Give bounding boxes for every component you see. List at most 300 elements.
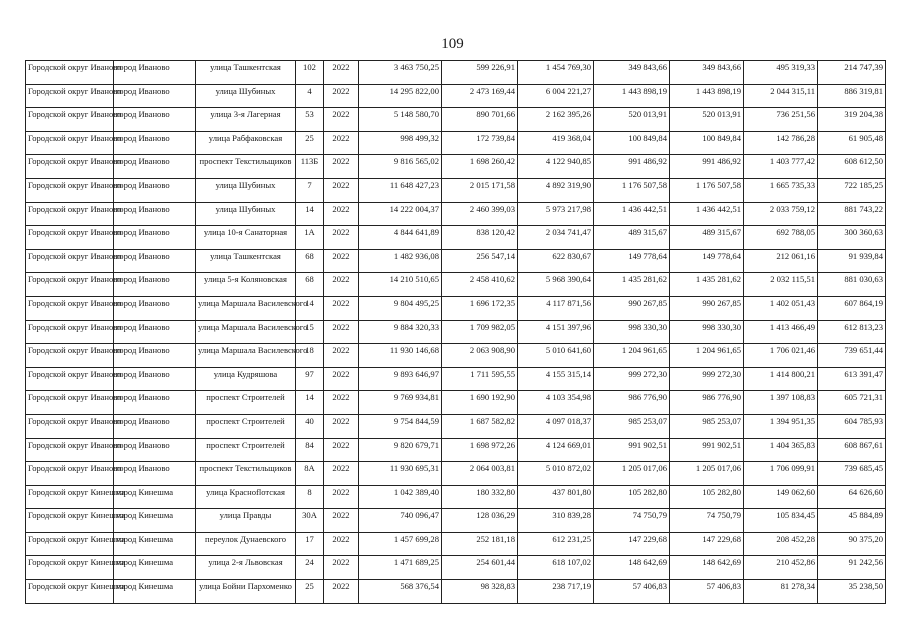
house-number-cell: 17 (296, 532, 324, 556)
amount-cell: 5 968 390,64 (518, 273, 594, 297)
total-cost-cell: 3 463 750,25 (359, 61, 442, 85)
municipality-cell: Городской округ Иваново (26, 320, 114, 344)
amount-cell: 6 004 221,27 (518, 84, 594, 108)
table-row (26, 108, 886, 132)
settlement-cell: город Иваново (114, 344, 196, 368)
year-cell: 2022 (324, 155, 359, 179)
table-row (26, 202, 886, 226)
amount-cell: 1 698 260,42 (442, 155, 518, 179)
amount-cell: 148 642,69 (670, 556, 744, 580)
settlement-cell: город Кинешма (114, 532, 196, 556)
municipality-cell: Городской округ Иваново (26, 391, 114, 415)
amount-cell: 495 319,33 (744, 61, 818, 85)
total-cost-cell: 1 471 689,25 (359, 556, 442, 580)
municipality-cell: Городской округ Кинешма (26, 532, 114, 556)
amount-cell: 599 226,91 (442, 61, 518, 85)
amount-cell: 890 701,66 (442, 108, 518, 132)
municipality-cell: Городской округ Иваново (26, 155, 114, 179)
settlement-cell: город Кинешма (114, 580, 196, 604)
street-cell: проспект Строителей (196, 391, 296, 415)
municipality-cell: Городской округ Иваново (26, 438, 114, 462)
year-cell: 2022 (324, 367, 359, 391)
amount-cell: 1 443 898,19 (670, 84, 744, 108)
street-cell: проспект Строителей (196, 438, 296, 462)
settlement-cell: город Иваново (114, 367, 196, 391)
municipality-cell: Городской округ Иваново (26, 131, 114, 155)
table-row (26, 391, 886, 415)
amount-cell: 612 813,23 (818, 320, 886, 344)
amount-cell: 419 368,04 (518, 131, 594, 155)
street-cell: проспект Текстильщиков (196, 462, 296, 486)
table-row (26, 367, 886, 391)
amount-cell: 1 394 951,35 (744, 414, 818, 438)
municipality-cell: Городской округ Иваново (26, 367, 114, 391)
total-cost-cell: 11 930 146,68 (359, 344, 442, 368)
amount-cell: 990 267,85 (594, 296, 670, 320)
amount-cell: 1 435 281,62 (594, 273, 670, 297)
amount-cell: 180 332,80 (442, 485, 518, 509)
total-cost-cell: 1 457 699,28 (359, 532, 442, 556)
amount-cell: 2 460 399,03 (442, 202, 518, 226)
house-number-cell: 24 (296, 556, 324, 580)
amount-cell: 608 867,61 (818, 438, 886, 462)
total-cost-cell: 9 893 646,97 (359, 367, 442, 391)
amount-cell: 692 788,05 (744, 226, 818, 250)
table-row (26, 296, 886, 320)
amount-cell: 256 547,14 (442, 249, 518, 273)
municipality-cell: Городской округ Иваново (26, 108, 114, 132)
year-cell: 2022 (324, 580, 359, 604)
table-row (26, 485, 886, 509)
amount-cell: 604 785,93 (818, 414, 886, 438)
amount-cell: 1 436 442,51 (594, 202, 670, 226)
total-cost-cell: 14 210 510,65 (359, 273, 442, 297)
amount-cell: 489 315,67 (670, 226, 744, 250)
table-row (26, 438, 886, 462)
table-row (26, 344, 886, 368)
total-cost-cell: 740 096,47 (359, 509, 442, 533)
year-cell: 2022 (324, 273, 359, 297)
year-cell: 2022 (324, 391, 359, 415)
house-number-cell: 14 (296, 202, 324, 226)
table-row (26, 84, 886, 108)
street-cell: улица 5-я Коляновская (196, 273, 296, 297)
amount-cell: 1 403 777,42 (744, 155, 818, 179)
year-cell: 2022 (324, 108, 359, 132)
settlement-cell: город Иваново (114, 178, 196, 202)
amount-cell: 148 642,69 (594, 556, 670, 580)
settlement-cell: город Иваново (114, 462, 196, 486)
year-cell: 2022 (324, 462, 359, 486)
amount-cell: 2 458 410,62 (442, 273, 518, 297)
amount-cell: 98 328,83 (442, 580, 518, 604)
amount-cell: 1 698 972,26 (442, 438, 518, 462)
amount-cell: 1 397 108,83 (744, 391, 818, 415)
amount-cell: 739 685,45 (818, 462, 886, 486)
settlement-cell: город Кинешма (114, 485, 196, 509)
street-cell: улица Бойни Пархоменко (196, 580, 296, 604)
amount-cell: 998 330,30 (670, 320, 744, 344)
year-cell: 2022 (324, 61, 359, 85)
amount-cell: 1 711 595,55 (442, 367, 518, 391)
municipality-cell: Городской округ Иваново (26, 296, 114, 320)
year-cell: 2022 (324, 509, 359, 533)
street-cell: улица Шубиных (196, 84, 296, 108)
house-number-cell: 14 (296, 296, 324, 320)
table-body (26, 61, 886, 604)
settlement-cell: город Иваново (114, 320, 196, 344)
house-number-cell: 113Б (296, 155, 324, 179)
amount-cell: 886 319,81 (818, 84, 886, 108)
table-row (26, 509, 886, 533)
municipality-cell: Городской округ Иваново (26, 61, 114, 85)
municipality-cell: Городской округ Кинешма (26, 485, 114, 509)
amount-cell: 1 706 021,46 (744, 344, 818, 368)
amount-cell: 881 743,22 (818, 202, 886, 226)
municipality-cell: Городской округ Кинешма (26, 556, 114, 580)
house-number-cell: 1А (296, 226, 324, 250)
settlement-cell: город Иваново (114, 249, 196, 273)
house-number-cell: 53 (296, 108, 324, 132)
amount-cell: 2 063 908,90 (442, 344, 518, 368)
amount-cell: 100 849,84 (670, 131, 744, 155)
total-cost-cell: 14 295 822,00 (359, 84, 442, 108)
amount-cell: 991 486,92 (670, 155, 744, 179)
amount-cell: 1 687 582,82 (442, 414, 518, 438)
settlement-cell: город Кинешма (114, 509, 196, 533)
amount-cell: 81 278,34 (744, 580, 818, 604)
amount-cell: 999 272,30 (670, 367, 744, 391)
house-number-cell: 25 (296, 580, 324, 604)
amount-cell: 149 062,60 (744, 485, 818, 509)
amount-cell: 520 013,91 (594, 108, 670, 132)
amount-cell: 991 902,51 (594, 438, 670, 462)
amount-cell: 736 251,56 (744, 108, 818, 132)
amount-cell: 4 155 315,14 (518, 367, 594, 391)
amount-cell: 147 229,68 (594, 532, 670, 556)
table-row (26, 131, 886, 155)
amount-cell: 4 151 397,96 (518, 320, 594, 344)
settlement-cell: город Иваново (114, 202, 196, 226)
amount-cell: 1 205 017,06 (594, 462, 670, 486)
amount-cell: 91 242,56 (818, 556, 886, 580)
table-row (26, 249, 886, 273)
amount-cell: 1 413 466,49 (744, 320, 818, 344)
amount-cell: 613 391,47 (818, 367, 886, 391)
street-cell: улица Маршала Василевского (196, 296, 296, 320)
table-row (26, 320, 886, 344)
municipality-cell: Городской округ Иваново (26, 84, 114, 108)
amount-cell: 2 033 759,12 (744, 202, 818, 226)
amount-cell: 1 709 982,05 (442, 320, 518, 344)
house-number-cell: 8 (296, 485, 324, 509)
amount-cell: 310 839,28 (518, 509, 594, 533)
amount-cell: 722 185,25 (818, 178, 886, 202)
amount-cell: 520 013,91 (670, 108, 744, 132)
amount-cell: 998 330,30 (594, 320, 670, 344)
settlement-cell: город Иваново (114, 296, 196, 320)
amount-cell: 986 776,90 (670, 391, 744, 415)
amount-cell: 985 253,07 (670, 414, 744, 438)
amount-cell: 1 665 735,33 (744, 178, 818, 202)
table-row (26, 155, 886, 179)
year-cell: 2022 (324, 178, 359, 202)
amount-cell: 90 375,20 (818, 532, 886, 556)
amount-cell: 2 064 003,81 (442, 462, 518, 486)
amount-cell: 105 282,80 (594, 485, 670, 509)
amount-cell: 300 360,63 (818, 226, 886, 250)
amount-cell: 999 272,30 (594, 367, 670, 391)
amount-cell: 1 435 281,62 (670, 273, 744, 297)
street-cell: улица Рабфаковская (196, 131, 296, 155)
street-cell: улица 3-я Лагерная (196, 108, 296, 132)
amount-cell: 57 406,83 (594, 580, 670, 604)
year-cell: 2022 (324, 296, 359, 320)
house-number-cell: 4 (296, 84, 324, 108)
settlement-cell: город Иваново (114, 438, 196, 462)
amount-cell: 991 486,92 (594, 155, 670, 179)
street-cell: переулок Дунаевского (196, 532, 296, 556)
amount-cell: 2 473 169,44 (442, 84, 518, 108)
year-cell: 2022 (324, 556, 359, 580)
street-cell: улица 2-я Львовская (196, 556, 296, 580)
amount-cell: 990 267,85 (670, 296, 744, 320)
amount-cell: 57 406,83 (670, 580, 744, 604)
total-cost-cell: 14 222 004,37 (359, 202, 442, 226)
house-number-cell: 40 (296, 414, 324, 438)
amount-cell: 881 030,63 (818, 273, 886, 297)
amount-cell: 1 690 192,90 (442, 391, 518, 415)
street-cell: улица Шубиных (196, 202, 296, 226)
amount-cell: 1 436 442,51 (670, 202, 744, 226)
total-cost-cell: 1 482 936,08 (359, 249, 442, 273)
street-cell: улица Ташкентская (196, 249, 296, 273)
total-cost-cell: 9 816 565,02 (359, 155, 442, 179)
street-cell: улица Кудряшова (196, 367, 296, 391)
amount-cell: 147 229,68 (670, 532, 744, 556)
amount-cell: 607 864,19 (818, 296, 886, 320)
amount-cell: 489 315,67 (594, 226, 670, 250)
amount-cell: 1 404 365,83 (744, 438, 818, 462)
total-cost-cell: 9 804 495,25 (359, 296, 442, 320)
amount-cell: 618 107,02 (518, 556, 594, 580)
amount-cell: 2 034 741,47 (518, 226, 594, 250)
amount-cell: 991 902,51 (670, 438, 744, 462)
amount-cell: 612 231,25 (518, 532, 594, 556)
street-cell: улица 10-я Санаторная (196, 226, 296, 250)
table-row (26, 580, 886, 604)
municipality-cell: Городской округ Иваново (26, 462, 114, 486)
amount-cell: 1 204 961,65 (670, 344, 744, 368)
amount-cell: 1 204 961,65 (594, 344, 670, 368)
settlement-cell: город Иваново (114, 84, 196, 108)
settlement-cell: город Иваново (114, 131, 196, 155)
amount-cell: 437 801,80 (518, 485, 594, 509)
house-number-cell: 15 (296, 320, 324, 344)
amount-cell: 105 834,45 (744, 509, 818, 533)
amount-cell: 208 452,28 (744, 532, 818, 556)
amount-cell: 605 721,31 (818, 391, 886, 415)
amount-cell: 214 747,39 (818, 61, 886, 85)
year-cell: 2022 (324, 485, 359, 509)
amount-cell: 252 181,18 (442, 532, 518, 556)
total-cost-cell: 1 042 389,40 (359, 485, 442, 509)
settlement-cell: город Иваново (114, 226, 196, 250)
year-cell: 2022 (324, 84, 359, 108)
amount-cell: 210 452,86 (744, 556, 818, 580)
amount-cell: 149 778,64 (594, 249, 670, 273)
total-cost-cell: 9 754 844,59 (359, 414, 442, 438)
amount-cell: 64 626,60 (818, 485, 886, 509)
house-number-cell: 8А (296, 462, 324, 486)
amount-cell: 608 612,50 (818, 155, 886, 179)
settlement-cell: город Иваново (114, 273, 196, 297)
amount-cell: 128 036,29 (442, 509, 518, 533)
total-cost-cell: 9 769 934,81 (359, 391, 442, 415)
year-cell: 2022 (324, 249, 359, 273)
year-cell: 2022 (324, 438, 359, 462)
amount-cell: 622 830,67 (518, 249, 594, 273)
municipality-cell: Городской округ Иваново (26, 178, 114, 202)
settlement-cell: город Иваново (114, 414, 196, 438)
table-row (26, 178, 886, 202)
amount-cell: 149 778,64 (670, 249, 744, 273)
street-cell: улица Маршала Василевского (196, 344, 296, 368)
municipality-cell: Городской округ Иваново (26, 249, 114, 273)
amount-cell: 2 015 171,58 (442, 178, 518, 202)
table-row (26, 556, 886, 580)
municipality-cell: Городской округ Иваново (26, 344, 114, 368)
house-number-cell: 102 (296, 61, 324, 85)
amount-cell: 105 282,80 (670, 485, 744, 509)
amount-cell: 4 097 018,37 (518, 414, 594, 438)
amount-cell: 4 117 871,56 (518, 296, 594, 320)
amount-cell: 100 849,84 (594, 131, 670, 155)
settlement-cell: город Иваново (114, 155, 196, 179)
table-row (26, 61, 886, 85)
house-number-cell: 68 (296, 249, 324, 273)
total-cost-cell: 11 930 695,31 (359, 462, 442, 486)
amount-cell: 238 717,19 (518, 580, 594, 604)
amount-cell: 1 706 099,91 (744, 462, 818, 486)
amount-cell: 4 124 669,01 (518, 438, 594, 462)
table-row (26, 532, 886, 556)
amount-cell: 2 162 395,26 (518, 108, 594, 132)
settlement-cell: город Кинешма (114, 556, 196, 580)
total-cost-cell: 998 499,32 (359, 131, 442, 155)
house-number-cell: 18 (296, 344, 324, 368)
amount-cell: 5 010 872,02 (518, 462, 594, 486)
amount-cell: 2 032 115,51 (744, 273, 818, 297)
amount-cell: 74 750,79 (594, 509, 670, 533)
amount-cell: 5 010 641,60 (518, 344, 594, 368)
amount-cell: 1 176 507,58 (594, 178, 670, 202)
table-row (26, 226, 886, 250)
amount-cell: 172 739,84 (442, 131, 518, 155)
amount-cell: 1 176 507,58 (670, 178, 744, 202)
amount-cell: 254 601,44 (442, 556, 518, 580)
settlement-cell: город Иваново (114, 108, 196, 132)
amount-cell: 45 884,89 (818, 509, 886, 533)
municipality-cell: Городской округ Иваново (26, 202, 114, 226)
amount-cell: 349 843,66 (594, 61, 670, 85)
municipality-cell: Городской округ Кинешма (26, 509, 114, 533)
street-cell: улица Красноflотская (196, 485, 296, 509)
amount-cell: 1 443 898,19 (594, 84, 670, 108)
amount-cell: 1 414 800,21 (744, 367, 818, 391)
amount-cell: 91 939,84 (818, 249, 886, 273)
amount-cell: 212 061,16 (744, 249, 818, 273)
year-cell: 2022 (324, 320, 359, 344)
municipality-cell: Городской округ Иваново (26, 414, 114, 438)
year-cell: 2022 (324, 202, 359, 226)
amount-cell: 4 892 319,90 (518, 178, 594, 202)
amount-cell: 319 204,38 (818, 108, 886, 132)
amount-cell: 142 786,28 (744, 131, 818, 155)
total-cost-cell: 11 648 427,23 (359, 178, 442, 202)
year-cell: 2022 (324, 532, 359, 556)
amount-cell: 4 122 940,85 (518, 155, 594, 179)
table-row (26, 273, 886, 297)
amount-cell: 74 750,79 (670, 509, 744, 533)
table-row (26, 462, 886, 486)
house-number-cell: 97 (296, 367, 324, 391)
amount-cell: 1 402 051,43 (744, 296, 818, 320)
table-row (26, 414, 886, 438)
amount-cell: 2 044 315,11 (744, 84, 818, 108)
amount-cell: 35 238,50 (818, 580, 886, 604)
house-number-cell: 25 (296, 131, 324, 155)
house-number-cell: 30А (296, 509, 324, 533)
amount-cell: 739 651,44 (818, 344, 886, 368)
street-cell: улица Правды (196, 509, 296, 533)
amount-cell: 61 905,48 (818, 131, 886, 155)
house-number-cell: 84 (296, 438, 324, 462)
total-cost-cell: 5 148 580,70 (359, 108, 442, 132)
total-cost-cell: 568 376,54 (359, 580, 442, 604)
street-cell: улица Ташкентская (196, 61, 296, 85)
street-cell: проспект Строителей (196, 414, 296, 438)
municipality-cell: Городской округ Иваново (26, 273, 114, 297)
year-cell: 2022 (324, 226, 359, 250)
total-cost-cell: 4 844 641,89 (359, 226, 442, 250)
amount-cell: 349 843,66 (670, 61, 744, 85)
amount-cell: 1 454 769,30 (518, 61, 594, 85)
house-number-cell: 14 (296, 391, 324, 415)
amount-cell: 1 205 017,06 (670, 462, 744, 486)
street-cell: проспект Текстильщиков (196, 155, 296, 179)
house-number-cell: 68 (296, 273, 324, 297)
municipality-cell: Городской округ Кинешма (26, 580, 114, 604)
street-cell: улица Маршала Василевского (196, 320, 296, 344)
amount-cell: 986 776,90 (594, 391, 670, 415)
amount-cell: 4 103 354,98 (518, 391, 594, 415)
settlement-cell: город Иваново (114, 391, 196, 415)
total-cost-cell: 9 820 679,71 (359, 438, 442, 462)
amount-cell: 838 120,42 (442, 226, 518, 250)
year-cell: 2022 (324, 131, 359, 155)
amount-cell: 5 973 217,98 (518, 202, 594, 226)
total-cost-cell: 9 884 320,33 (359, 320, 442, 344)
amount-cell: 985 253,07 (594, 414, 670, 438)
data-table (25, 60, 886, 604)
street-cell: улица Шубиных (196, 178, 296, 202)
page-number: 109 (441, 36, 464, 52)
year-cell: 2022 (324, 344, 359, 368)
municipality-cell: Городской округ Иваново (26, 226, 114, 250)
amount-cell: 1 696 172,35 (442, 296, 518, 320)
year-cell: 2022 (324, 414, 359, 438)
